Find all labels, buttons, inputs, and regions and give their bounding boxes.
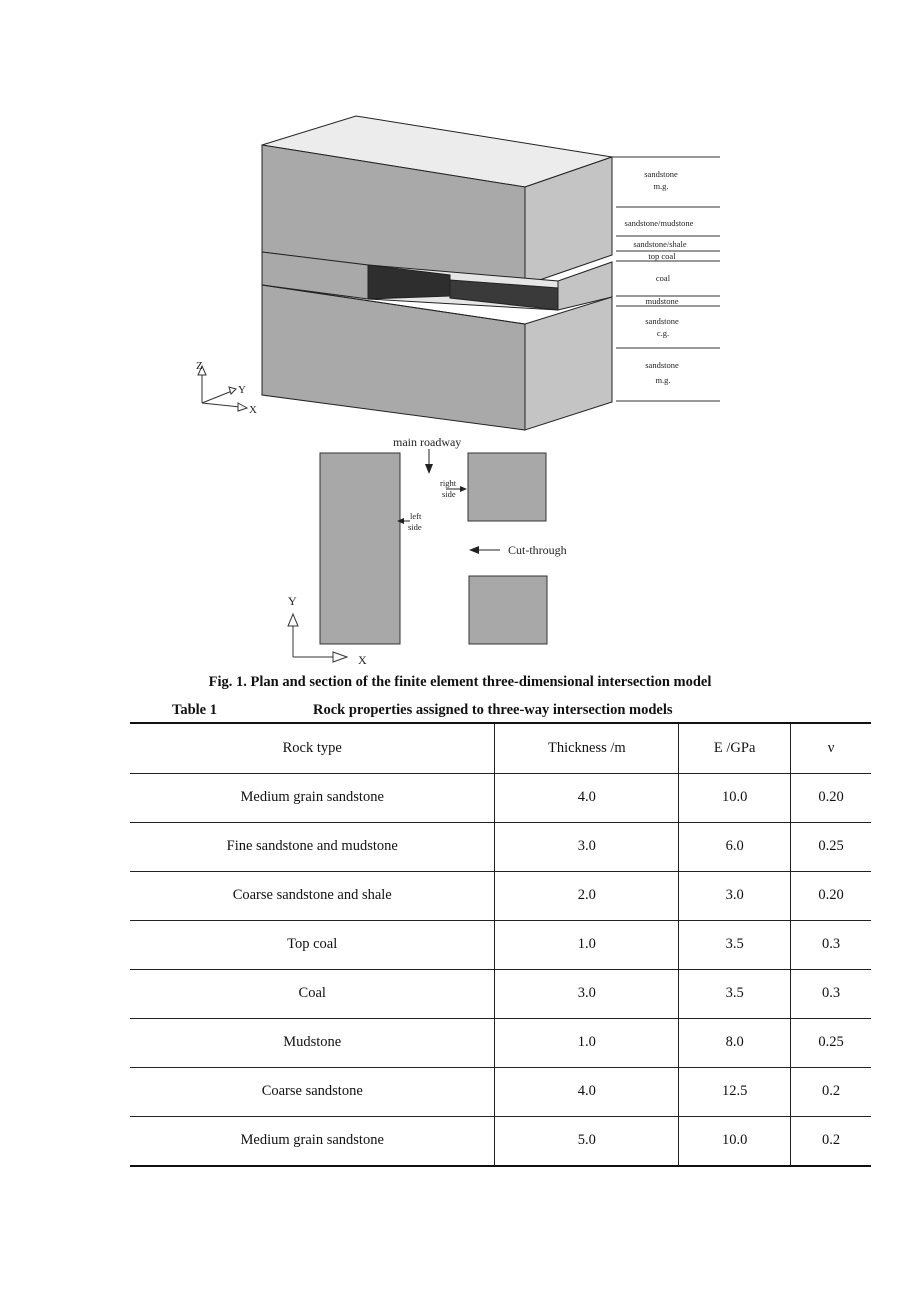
plan-axis-y-label: Y [288, 594, 297, 608]
pillar-right-top [468, 453, 546, 521]
cell-modulus: 8.0 [679, 1018, 791, 1067]
axis-x-label: X [249, 404, 257, 416]
header-elastic-modulus: E /GPa [679, 723, 791, 773]
axis-z-label: Z [196, 360, 203, 372]
layer-label: sandstone/shale [633, 239, 687, 249]
table-row [130, 871, 871, 920]
cell-rock-type: Coarse sandstone [261, 1083, 363, 1099]
cell-rock-type: Mudstone [283, 1034, 342, 1050]
cell-modulus: 3.5 [679, 920, 791, 969]
rock-properties-table [130, 722, 871, 1167]
cell-modulus: 10.0 [679, 1116, 791, 1166]
table-row [130, 1116, 871, 1166]
table-row [130, 1018, 871, 1067]
cell-modulus: 10.0 [679, 773, 791, 822]
table-row [130, 1067, 871, 1116]
layer-label: m.g. [653, 181, 669, 191]
cell-poisson: 0.2 [791, 1116, 871, 1166]
cell-thickness: 4.0 [495, 773, 679, 822]
right-side-label: side [442, 489, 456, 499]
layer-labels [625, 169, 694, 385]
cut-through-label: Cut-through [508, 543, 567, 557]
cell-thickness: 4.0 [495, 1067, 679, 1116]
table-title: Rock properties assigned to three-way intersection models [313, 702, 673, 718]
cell-thickness: 2.0 [495, 871, 679, 920]
cell-rock-type: Top coal [287, 936, 338, 952]
cell-modulus: 6.0 [679, 822, 791, 871]
cell-thickness: 5.0 [495, 1116, 679, 1166]
axis-y-label: Y [238, 384, 246, 396]
cell-poisson: 0.3 [791, 969, 871, 1018]
figure-caption: Fig. 1. Plan and section of the finite element three-dimensional intersection model [208, 674, 712, 690]
cell-rock-type: Medium grain sandstone [240, 1132, 384, 1148]
layer-label: c.g. [656, 328, 670, 338]
pillar-right-bottom [469, 576, 547, 644]
table-header-row [130, 723, 871, 773]
cell-rock-type: Coarse sandstone and shale [232, 887, 392, 903]
layer-label: m.g. [655, 375, 671, 385]
cell-modulus: 3.5 [679, 969, 791, 1018]
header-poisson-ratio: ν [791, 723, 871, 773]
plan-axis-x-label: X [358, 653, 367, 667]
table-row [130, 920, 871, 969]
cut-through-arrow [469, 546, 479, 554]
main-roadway-label: main roadway [393, 435, 462, 449]
layer-label: sandstone/mudstone [624, 218, 694, 228]
cell-thickness: 1.0 [495, 1018, 679, 1067]
main-roadway-arrow [425, 464, 433, 474]
cell-thickness: 3.0 [495, 969, 679, 1018]
cell-rock-type: Medium grain sandstone [240, 789, 384, 805]
cell-poisson: 0.25 [791, 1018, 871, 1067]
left-side-label: side [408, 522, 422, 532]
layer-label: coal [655, 273, 671, 283]
cell-thickness: 3.0 [495, 822, 679, 871]
lower-front-face [262, 285, 525, 430]
lower-side-face [525, 297, 612, 430]
header-rock-type: Rock type [282, 739, 342, 756]
cell-poisson: 0.2 [791, 1067, 871, 1116]
layer-label: mudstone [645, 296, 679, 306]
cell-modulus: 3.0 [679, 871, 791, 920]
cell-thickness: 1.0 [495, 920, 679, 969]
table-row [130, 822, 871, 871]
left-side-label: left [410, 511, 422, 521]
cell-poisson: 0.3 [791, 920, 871, 969]
right-side-label: right [440, 478, 457, 488]
layer-label: top coal [648, 251, 676, 261]
table-row [130, 969, 871, 1018]
table-row [130, 773, 871, 822]
cell-poisson: 0.25 [791, 822, 871, 871]
layer-label: sandstone [644, 169, 678, 179]
layer-label: sandstone [645, 360, 679, 370]
pillar-left [320, 453, 400, 644]
cell-poisson: 0.20 [791, 871, 871, 920]
table-label: Table 1 [172, 702, 217, 718]
cell-rock-type: Fine sandstone and mudstone [226, 838, 398, 854]
header-thickness: Thickness /m [495, 723, 679, 773]
layer-label: sandstone [645, 316, 679, 326]
section-3d-model [262, 116, 612, 430]
cell-rock-type: Coal [298, 985, 326, 1001]
cell-poisson: 0.20 [791, 773, 871, 822]
cell-modulus: 12.5 [679, 1067, 791, 1116]
